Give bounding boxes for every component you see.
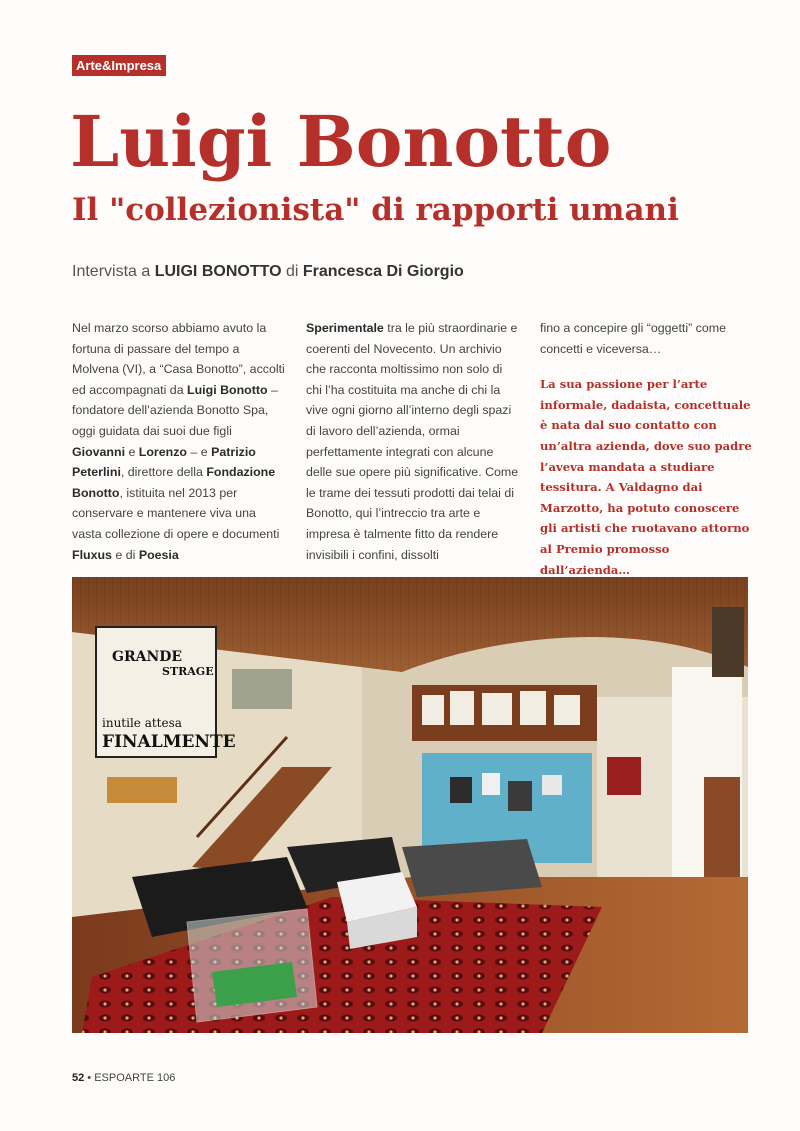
page-number: 52 [72, 1072, 85, 1084]
wall-artwork-small [107, 777, 177, 803]
text-column-3 [540, 318, 760, 580]
grey-sofa [402, 839, 542, 897]
column-2-paragraph [306, 318, 521, 565]
bold-name: Poesia [138, 547, 179, 562]
column-3-paragraph: fino a concepire gli “oggetti” come concetti e viceversa… [540, 321, 726, 356]
text-run: e di [111, 547, 139, 562]
section-tag: Arte&Impresa [72, 55, 166, 76]
text-column-2 [306, 318, 521, 565]
plexiglass-case [187, 909, 317, 1022]
column-1-paragraph [72, 318, 287, 565]
bold-name: Luigi Bonotto [187, 382, 268, 397]
byline-author: Francesca Di Giorgio [302, 263, 464, 280]
text-run: , istituita nel 2013 per conservare e mantenere viva una vasta collezione di opere e documenti [72, 485, 280, 541]
mezzanine-frame-5 [554, 695, 580, 725]
folio-separator: • [84, 1072, 95, 1084]
right-painting-1 [712, 607, 744, 677]
bold-name: Lorenzo [138, 444, 187, 459]
bold-name: Fluxus [72, 547, 112, 562]
bold-name: Sperimentale [306, 321, 384, 335]
pull-quote: La sua passione per l’arte informale, dadaista, concettuale è nata dal suo contatto con un’altra azienda, dove suo padre l’aveva mandata a studiare tessitura. A Valdagno dai Marzotto, ha potuto conoscere gli artisti che ruotavano attorno al Premio promosso dall’azienda… [540, 377, 752, 577]
page-folio [72, 1072, 175, 1084]
poster-text-2: STRAGE [162, 665, 214, 678]
text-run: e [125, 444, 139, 459]
text-run: tra le più straordinarie e coerenti del Novecento. Un archivio che racconta moltissimo non solo di chi l’ha costituita ma anche di chi la vive ogni giorno all’interno degli spazi di lavoro dell’azienda, ormai perfettamente integrati con alcune delle sue opere più significative. Come le trame dei tessuti prodotti dai telai di Bonotto, qui l’intreccio tra arte e impresa è talmente fitto da rendere invisibili i confini, dissolti [306, 321, 519, 562]
interior-photo [72, 577, 748, 1033]
poster-text-1: GRANDE [112, 649, 183, 665]
text-column-1 [72, 318, 287, 565]
red-artwork [607, 757, 641, 795]
byline-subject: LUIGI BONOTTO [154, 263, 282, 280]
wall-artwork-grey [232, 669, 292, 709]
mezzanine-frame-2 [450, 691, 474, 725]
text-run: , direttore della [120, 465, 207, 480]
text-run: – fondatore dell’azienda Bonotto Spa, oggi guidata dai suoi due figli [72, 382, 278, 438]
magazine-name: ESPOARTE 106 [94, 1072, 176, 1084]
bold-name: Patrizio Peterlini [72, 444, 256, 480]
byline-prefix: Intervista a [72, 263, 155, 280]
mezzanine-frame-3 [482, 693, 512, 725]
mezzanine-frame-1 [422, 695, 444, 725]
blue-room-art-2 [482, 773, 500, 795]
byline-connector: di [281, 263, 303, 280]
article-title: Luigi Bonotto [70, 100, 612, 183]
poster-text-4: FINALMENTE [102, 732, 236, 752]
text-run: Nel marzo scorso abbiamo avuto la fortuna di passare del tempo a Molvena (VI), a “Casa Bonotto”, accolti ed accompagnati da [72, 321, 285, 397]
article-subtitle: Il "collezionista" di rapporti umani [72, 192, 679, 228]
mezzanine-frame-4 [520, 691, 546, 725]
bold-name: Giovanni [72, 444, 126, 459]
blue-room-art-3 [508, 781, 532, 811]
poster-text-3: inutile attesa [102, 716, 182, 730]
blue-room-art-1 [450, 777, 472, 803]
text-run: – e [186, 444, 212, 459]
bold-name: Fondazione Bonotto [72, 465, 276, 500]
byline [72, 263, 464, 281]
blue-room-art-4 [542, 775, 562, 795]
